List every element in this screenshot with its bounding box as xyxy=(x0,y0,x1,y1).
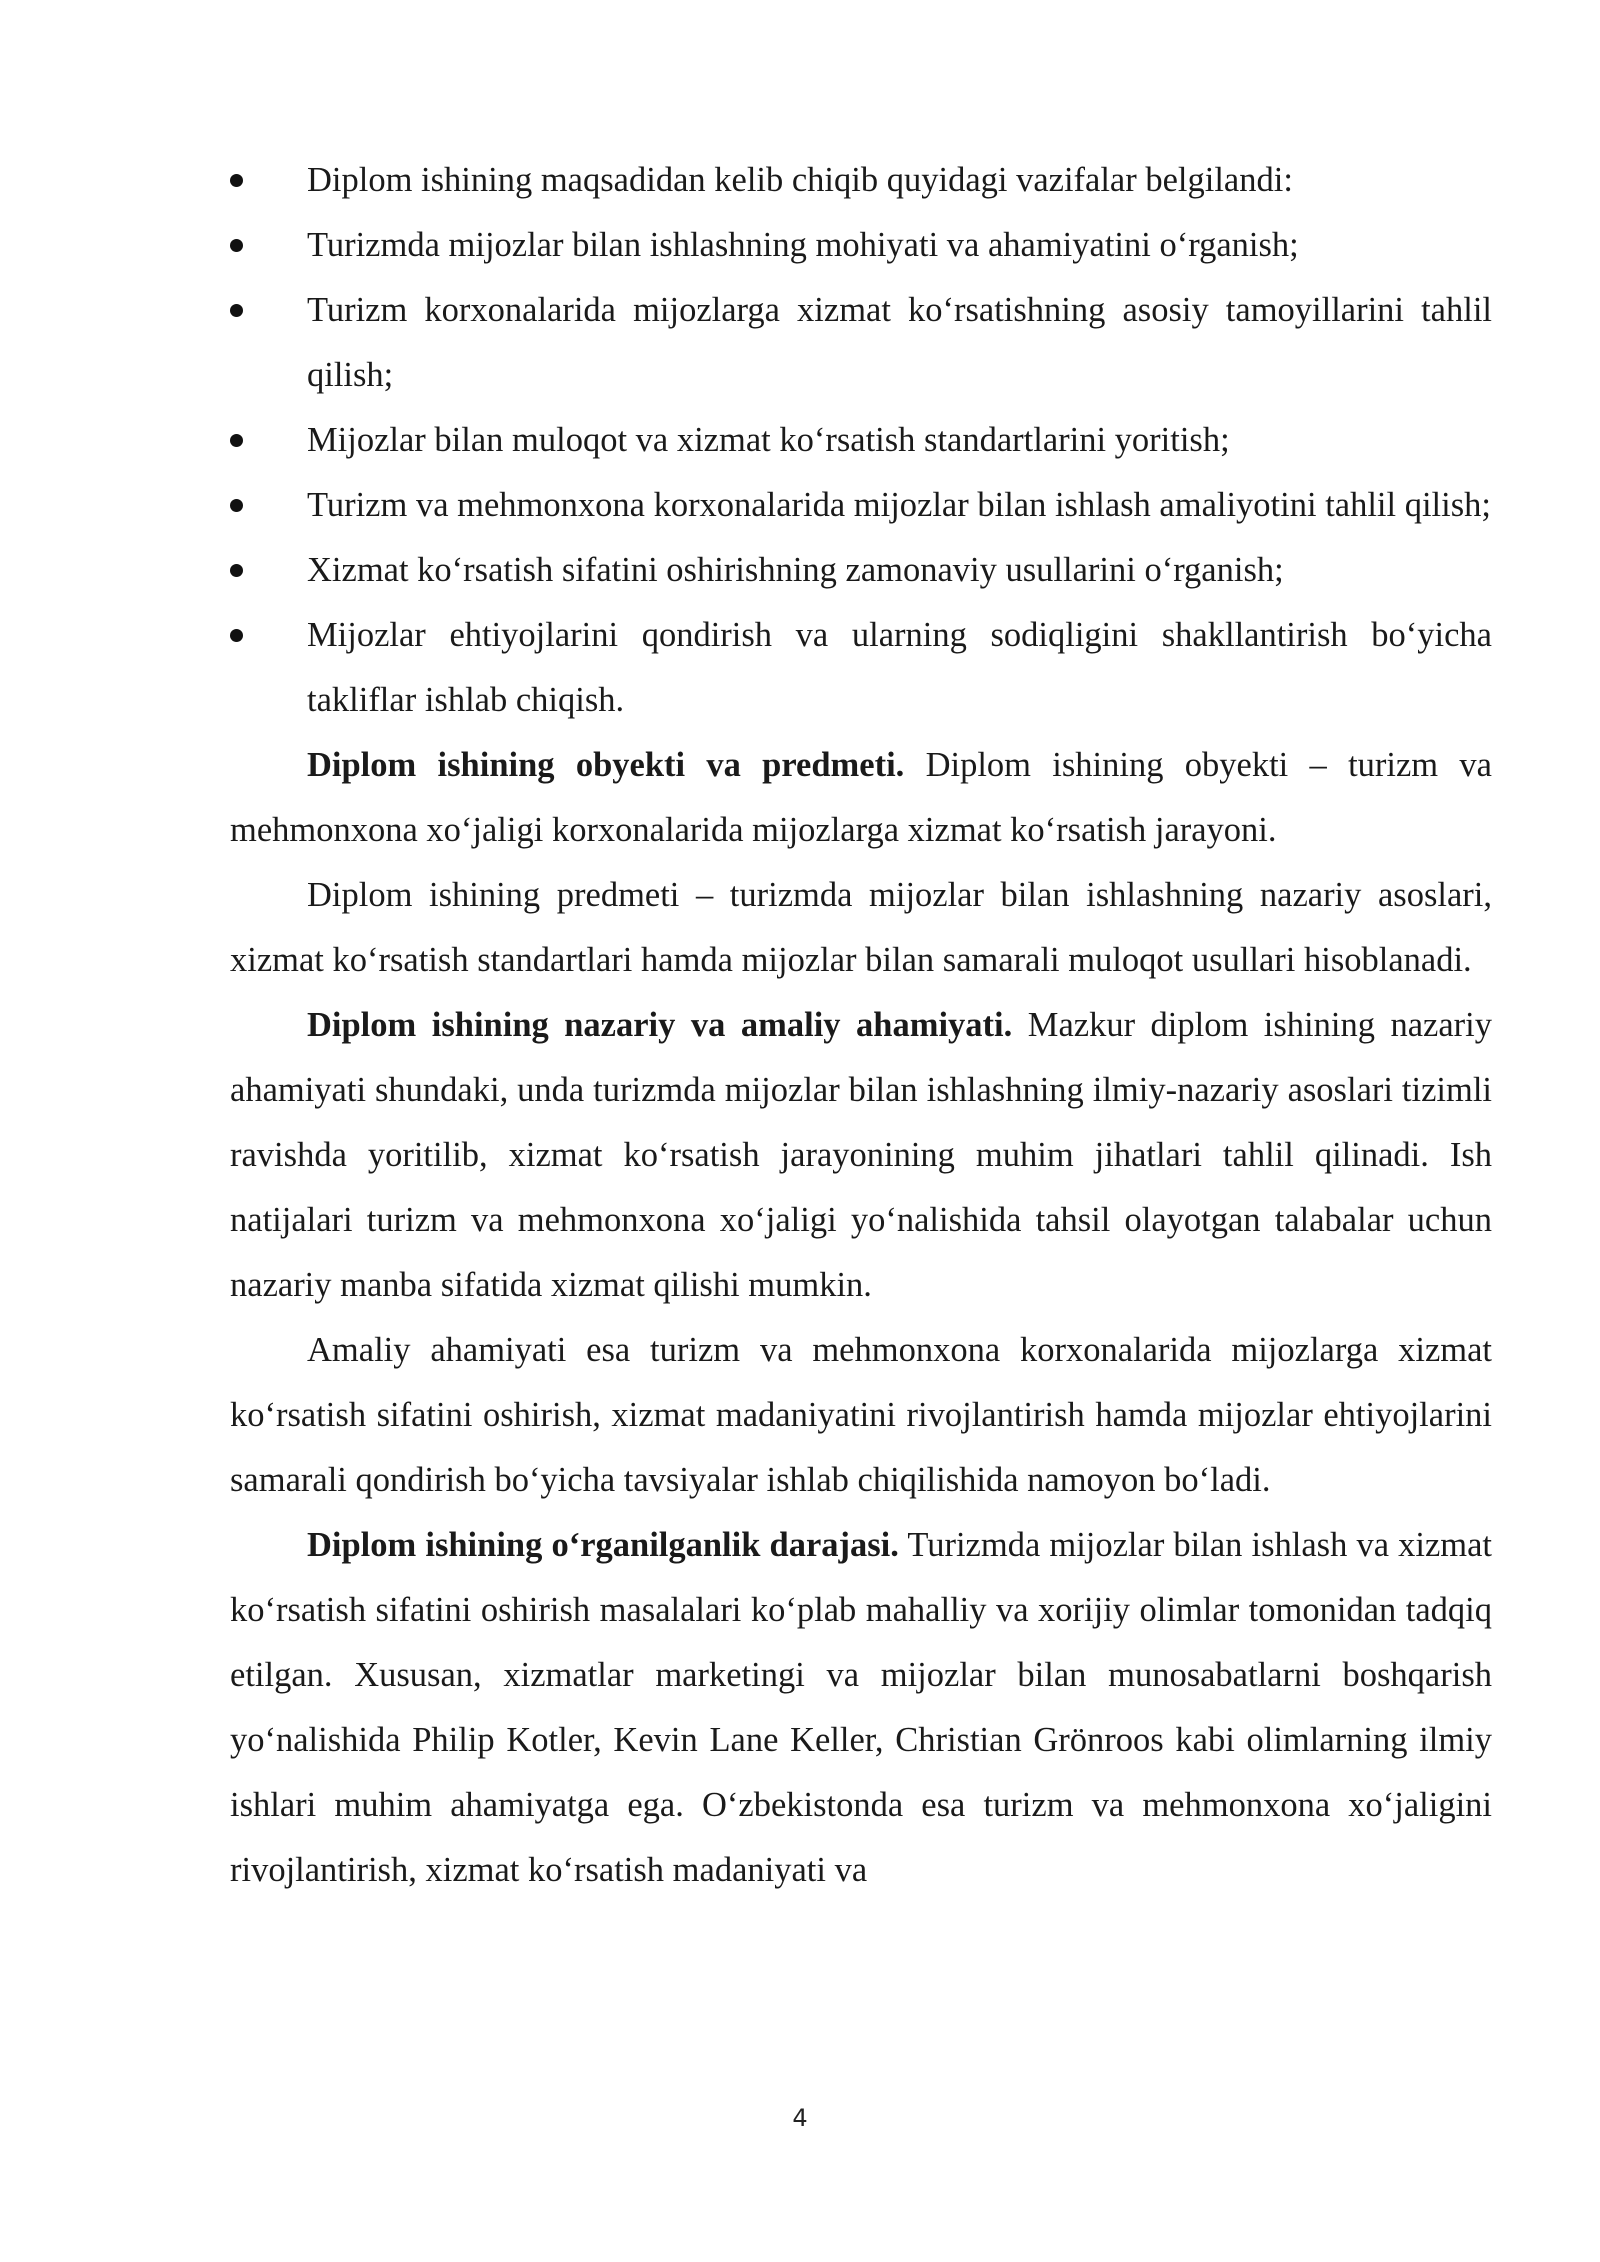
bullet-icon xyxy=(230,239,243,252)
list-item-text: Turizm va mehmonxona korxonalarida mijozlar bilan ishlash amaliyotini tahlil qilish; xyxy=(307,486,1491,524)
list-item xyxy=(230,473,1492,538)
bullet-icon xyxy=(230,304,243,317)
document-body xyxy=(230,148,1492,1903)
object-heading: Diplom ishining obyekti va predmeti. xyxy=(307,746,905,784)
list-item xyxy=(230,213,1492,278)
study-paragraph xyxy=(230,1513,1492,1903)
study-text: Turizmda mijozlar bilan ishlash va xizmat ko‘rsatish sifatini oshirish masalalari ko‘plab mahalliy va xorijiy olimlar tomonidan tadqiq etilgan. Xususan, xizmatlar marketingi va mijozlar bilan munosabatlarni boshqarish yo‘nalishida Philip Kotler, Kevin Lane Keller, Christian Grönroos kabi olimlarning ilmiy ishlari muhim ahamiyatga ega. O‘zbekistonda esa turizm va mehmonxona xo‘jaligini rivojlantirish, xizmat ko‘rsatish madaniyati va xyxy=(230,1526,1492,1889)
list-item xyxy=(230,538,1492,603)
list-item xyxy=(230,603,1492,733)
list-item-text: Mijozlar bilan muloqot va xizmat ko‘rsatish standartlarini yoritish; xyxy=(307,421,1230,459)
study-heading: Diplom ishining o‘rganilganlik darajasi. xyxy=(307,1526,899,1564)
list-item xyxy=(230,408,1492,473)
list-item-text: Turizmda mijozlar bilan ishlashning mohiyati va ahamiyatini o‘rganish; xyxy=(307,226,1299,264)
list-item xyxy=(230,148,1492,213)
bullet-icon xyxy=(230,174,243,187)
list-item-text: Diplom ishining maqsadidan kelib chiqib quyidagi vazifalar belgilandi: xyxy=(307,161,1293,199)
task-list xyxy=(230,148,1492,733)
bullet-icon xyxy=(230,629,243,642)
bullet-icon xyxy=(230,434,243,447)
bullet-icon xyxy=(230,499,243,512)
list-item-text: Xizmat ko‘rsatish sifatini oshirishning zamonaviy usullarini o‘rganish; xyxy=(307,551,1284,589)
object-text: Diplom ishining obyekti – turizm va mehmonxona xo‘jaligi korxonalarida mijozlarga xizmat ko‘rsatish jarayoni. xyxy=(230,746,1492,849)
list-item-text: Mijozlar ehtiyojlarini qondirish va ularning sodiqligini shakllantirish bo‘yicha takliflar ishlab chiqish. xyxy=(307,616,1492,719)
significance-text: Mazkur diplom ishining nazariy ahamiyati shundaki, unda turizmda mijozlar bilan ishlashning ilmiy-nazariy asoslari tizimli ravishda yoritilib, xizmat ko‘rsatish jarayonining muhim jihatlari tahlil qilinadi. Ish natijalari turizm va mehmonxona xo‘jaligi yo‘nalishida tahsil olayotgan talabalar uchun nazariy manba sifatida xizmat qilishi mumkin. xyxy=(230,1006,1492,1304)
list-item-text: Turizm korxonalarida mijozlarga xizmat ko‘rsatishning asosiy tamoyillarini tahlil qilish; xyxy=(307,291,1492,394)
significance-paragraph xyxy=(230,993,1492,1318)
practical-paragraph: Amaliy ahamiyati esa turizm va mehmonxona korxonalarida mijozlarga xizmat ko‘rsatish sifatini oshirish, xizmat madaniyatini rivojlantirish hamda mijozlar ehtiyojlarini samarali qondirish bo‘yicha tavsiyalar ishlab chiqilishida namoyon bo‘ladi. xyxy=(230,1331,1492,1499)
page-number: 4 xyxy=(792,2104,808,2132)
object-paragraph xyxy=(230,733,1492,863)
subject-paragraph: Diplom ishining predmeti – turizmda mijozlar bilan ishlashning nazariy asoslari, xizmat ko‘rsatish standartlari hamda mijozlar bilan samarali muloqot usullari hisoblanadi. xyxy=(230,876,1492,979)
bullet-icon xyxy=(230,564,243,577)
significance-heading: Diplom ishining nazariy va amaliy ahamiyati. xyxy=(307,1006,1013,1044)
list-item xyxy=(230,278,1492,408)
